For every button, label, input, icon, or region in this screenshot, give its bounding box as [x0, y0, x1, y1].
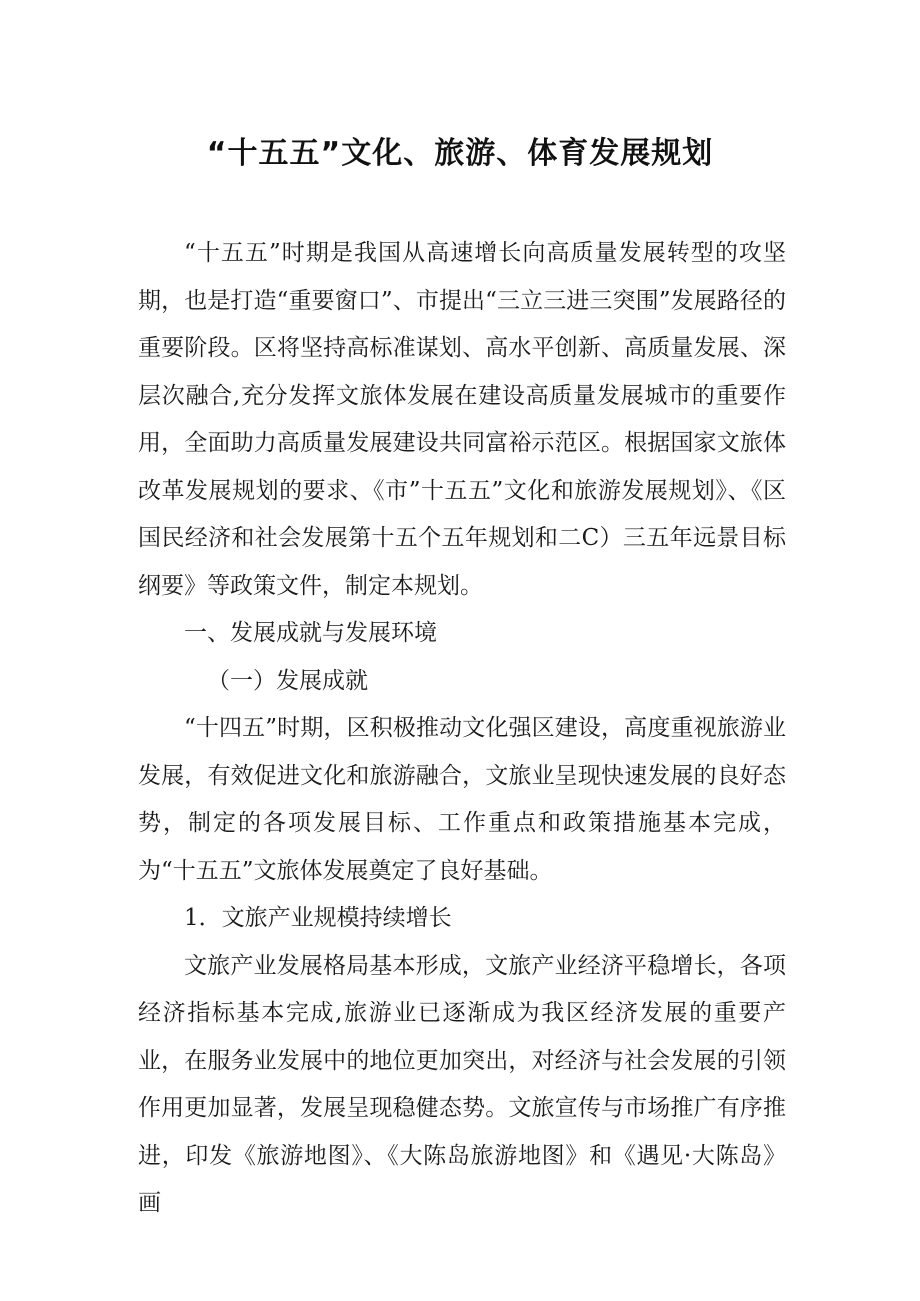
section-heading: 一、发展成就与发展环境	[184, 620, 437, 646]
industry-paragraph: 文旅产业发展格局基本形成，文旅产业经济平稳增长，各项经济指标基本完成,旅游业已逐渐成为我区经济发展的重要产业，在服务业发展中的地位更加突出，对经济与社会发展的引领作用更加显著，发展呈现稳健态势。文旅宣传与市场推广有序推进，印发《旅游地图》、《大陈岛旅游地图》和《遇见·大陈岛》画	[138, 952, 786, 1216]
intro-paragraph: “十五五”时期是我国从高速增长向高质量发展转型的攻坚期，也是打造“重要窗口”、市提出“三立三进三突围”发展路径的重要阶段。区将坚持高标准谋划、高水平创新、高质量发展、深层次融合,充分发挥文旅体发展在建设高质量发展城市的重要作用，全面助力高质量发展建设共同富裕示范区。根据国家文旅体改革发展规划的要求、《市”十五五”文化和旅游发展规划》、《区国民经济和社会发展第十五个五年规划和二C）三五年远景目标纲要》等政策文件，制定本规划。	[138, 240, 786, 599]
subsection-heading: （一）发展成就	[207, 667, 368, 694]
item-heading: 1．文旅产业规模持续增长	[184, 905, 452, 931]
achievement-paragraph: “十四五”时期，区积极推动文化强区建设，高度重视旅游业发展，有效促进文化和旅游融合，文旅业呈现快速发展的良好态势，制定的各项发展目标、工作重点和政策措施基本完成，为“十五五”文旅体发展奠定了良好基础。	[138, 715, 786, 884]
document-title: “十五五”文化、旅游、体育发展规划	[206, 136, 714, 171]
document-body	[138, 230, 786, 1228]
